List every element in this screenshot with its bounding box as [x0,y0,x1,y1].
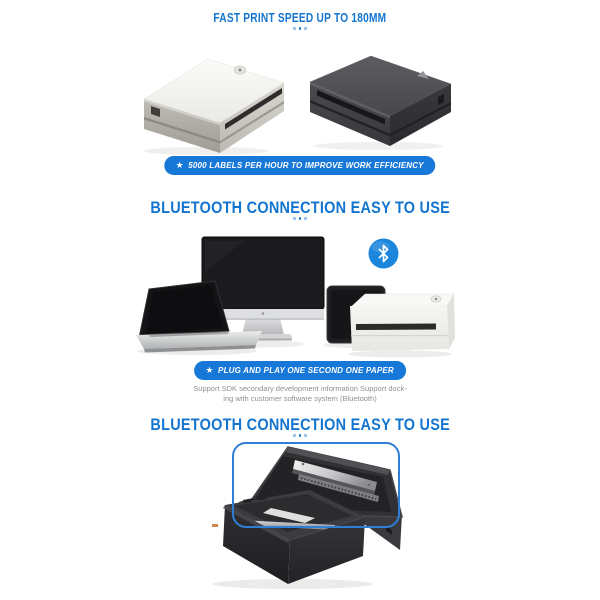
printhead-highlight-box [232,442,400,528]
star-icon: ★ [176,160,184,170]
printhead-section-title [0,415,600,435]
star-icon: ★ [206,365,214,375]
printhead-section-title-text: BLUETOOTH CONNECTION EASY TO USE [150,415,450,434]
printer-dark-image [303,50,458,150]
plug-and-play-banner [194,361,406,380]
plug-and-play-banner-text: PLUG AND PLAY ONE SECOND ONE PAPER [218,366,394,375]
bluetooth-section-title [0,198,600,218]
printer-light-image [136,53,288,155]
divider-dots [0,27,600,30]
sdk-support-note-line1: Support SDK secondary development information Support dock- [193,384,407,393]
speed-section-title [0,10,600,25]
sdk-support-note-line2: ing with customer software system (Bluetooth) [223,394,377,403]
speed-banner-text: 5000 LABELS PER HOUR TO IMPROVE WORK EFFICIENCY [188,161,424,170]
divider-dots [0,217,600,220]
speed-section-title-text: FAST PRINT SPEED UP TO 180MM [213,10,387,25]
sdk-support-note [0,384,600,404]
devices-cluster-image [122,228,478,364]
speed-banner [164,156,435,175]
divider-dots [0,434,600,437]
bluetooth-icon [368,238,399,269]
bluetooth-section-title-text: BLUETOOTH CONNECTION EASY TO USE [150,198,450,217]
